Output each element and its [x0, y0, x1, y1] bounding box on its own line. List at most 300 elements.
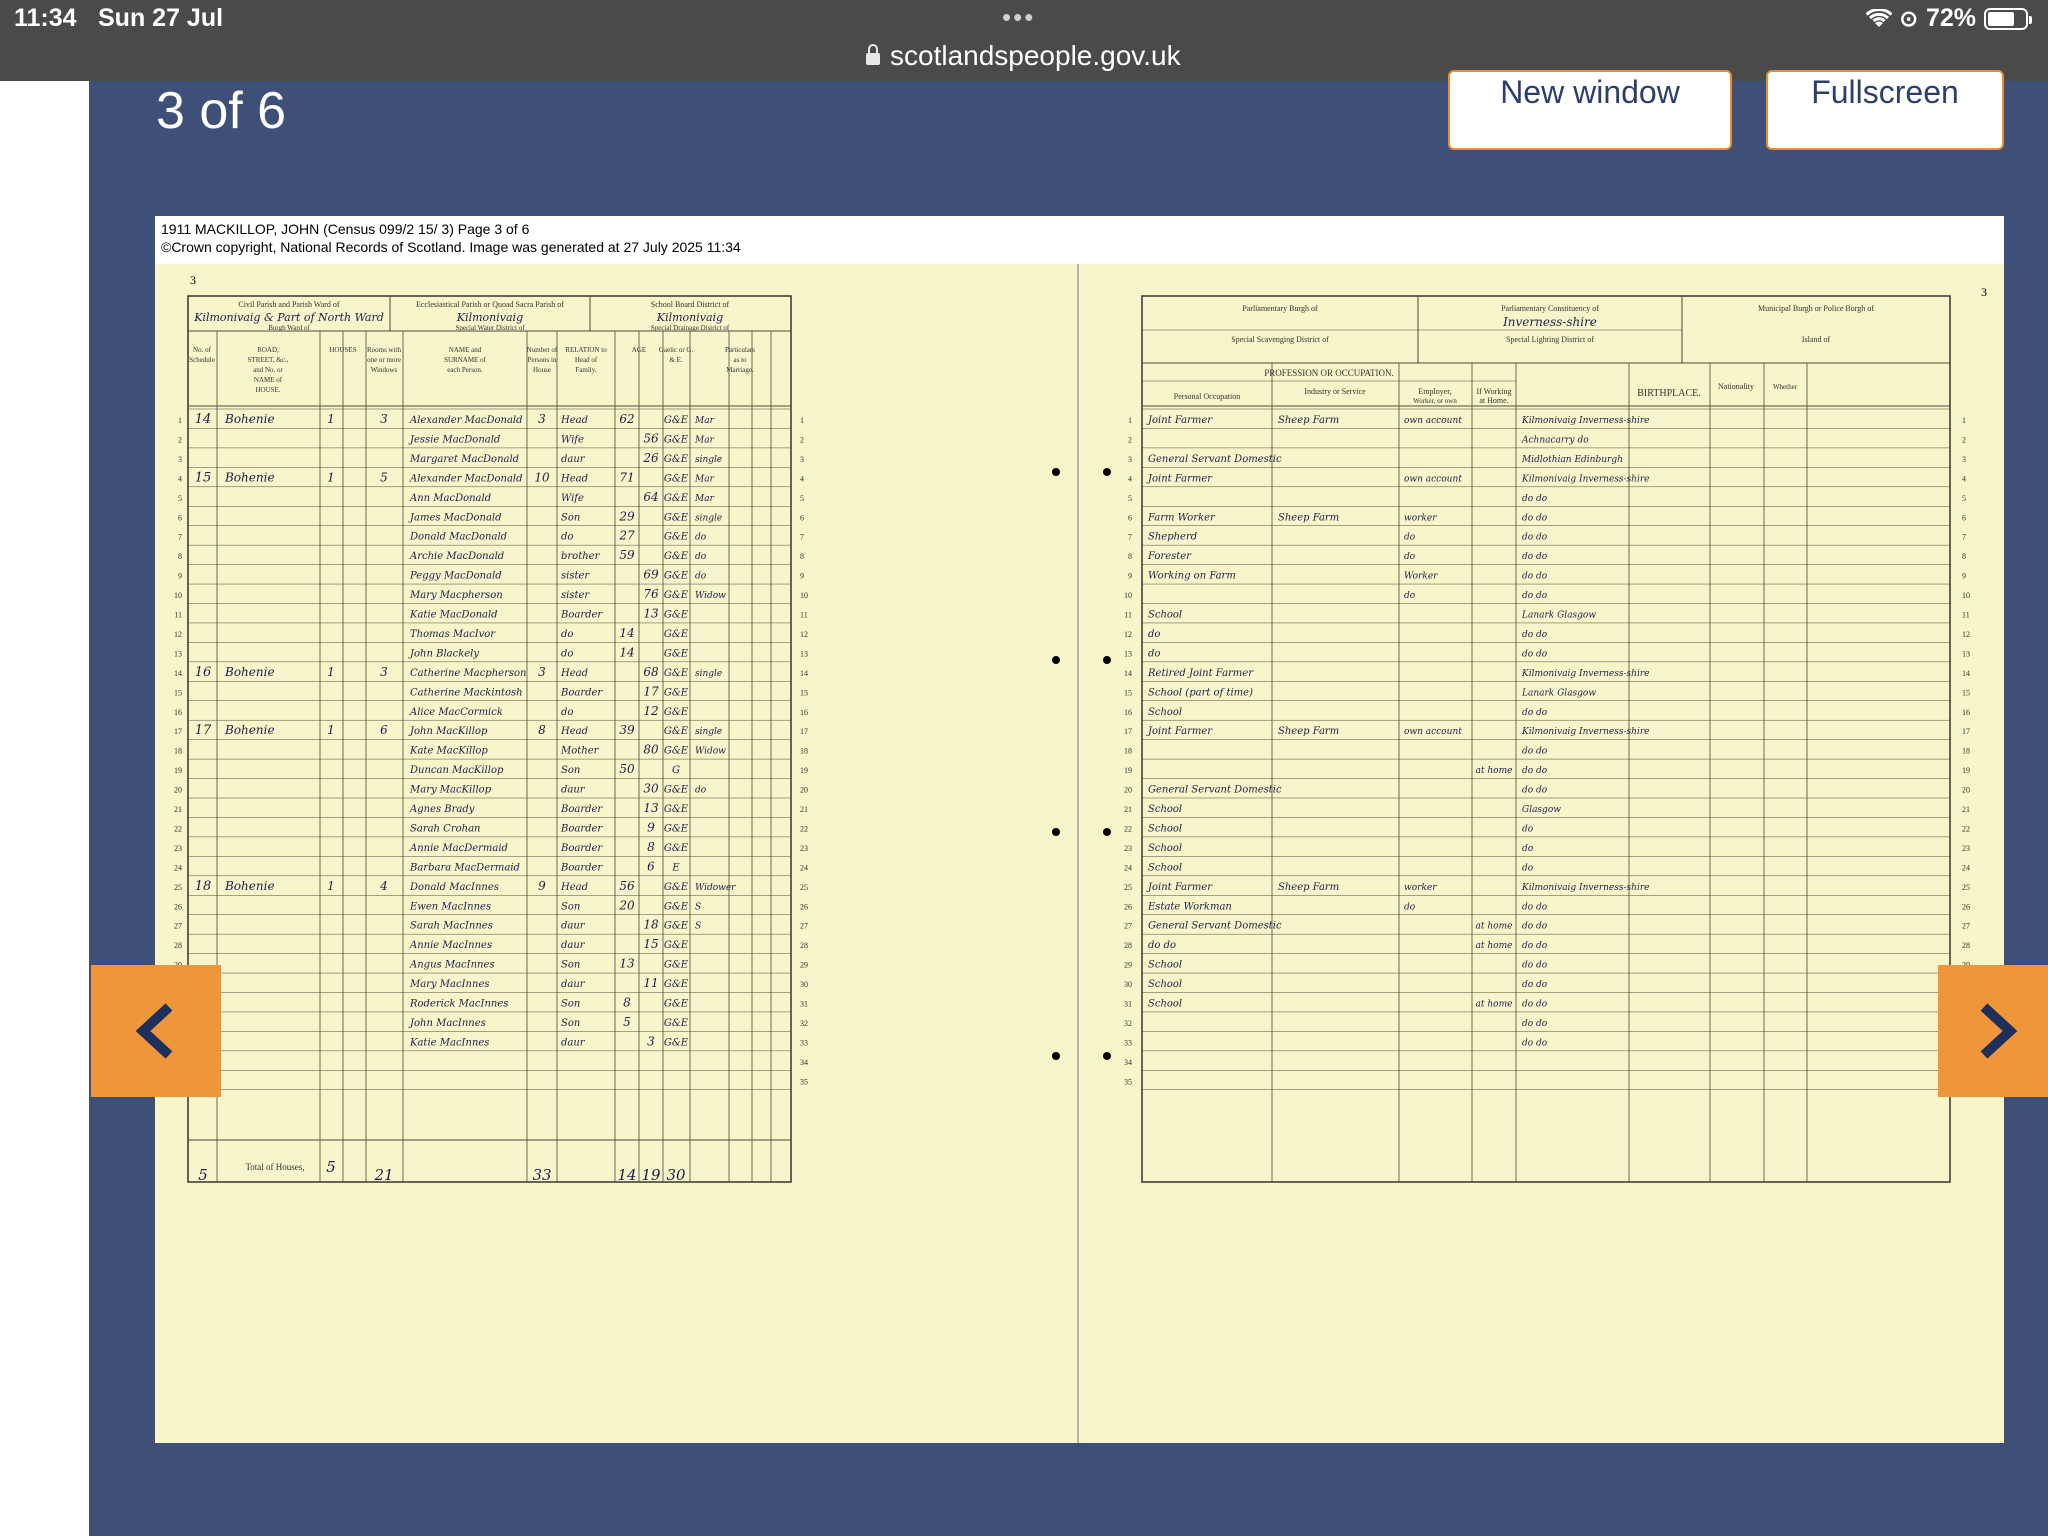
left-column-header: Schedule — [189, 356, 215, 364]
row-number-right: 24 — [800, 863, 808, 873]
birthplace: do do — [1522, 629, 1548, 640]
marriage: Mar — [695, 493, 714, 504]
gaelic: G&E — [663, 667, 689, 679]
water-district-label: Special Water District of — [455, 324, 525, 332]
left-column-header: Windows — [370, 366, 398, 374]
industry: Sheep Farm — [1278, 881, 1340, 893]
left-column-header: ROAD, — [257, 346, 279, 354]
relation: do — [561, 706, 574, 718]
census-image — [155, 216, 2004, 1443]
left-table-border — [188, 296, 791, 1182]
row-number: 3 — [1128, 454, 1132, 464]
working-at-home: at home — [1475, 766, 1513, 777]
persons-in-house: 10 — [534, 470, 550, 485]
industry: Sheep Farm — [1278, 415, 1340, 426]
age-female: 56 — [643, 431, 659, 446]
age-female: 9 — [647, 820, 655, 835]
occupation: School — [1148, 609, 1183, 621]
row-number-right: 11 — [1962, 610, 1970, 620]
occupation: Shepherd — [1148, 531, 1198, 543]
chevron-right-icon — [1966, 1001, 2026, 1061]
gaelic: G&E — [663, 940, 689, 952]
row-number-right: 12 — [1962, 629, 1970, 639]
row-number-right: 20 — [800, 785, 808, 795]
left-column-header: NAME and — [448, 346, 482, 354]
left-column-header: Head of — [574, 356, 598, 364]
gaelic: G&E — [663, 1037, 689, 1049]
relation: sister — [561, 570, 590, 582]
row-number-right: 19 — [1962, 766, 1970, 776]
row-number: 12 — [174, 629, 182, 639]
gaelic: G&E — [663, 531, 689, 543]
row-number-right: 33 — [800, 1038, 808, 1048]
age-female: 69 — [643, 567, 659, 582]
birthplace: Kilmonivaig Inverness-shire — [1522, 882, 1650, 893]
relation: Boarder — [561, 842, 603, 854]
row-number: 7 — [1128, 532, 1132, 542]
row-number-right: 13 — [1962, 649, 1970, 659]
battery-percent: 72% — [1925, 4, 1976, 32]
occupation: School — [1148, 804, 1183, 815]
birthplace: Kilmonivaig Inverness-shire — [1522, 474, 1650, 485]
gaelic: G&E — [663, 512, 689, 524]
row-number-right: 18 — [800, 746, 808, 756]
row-number-right: 32 — [800, 1018, 808, 1028]
row-number-right: 9 — [800, 571, 804, 581]
rooms-count: 6 — [380, 723, 388, 738]
row-number: 18 — [1124, 746, 1132, 756]
rooms-count: 3 — [380, 664, 388, 679]
row-number: 33 — [1124, 1038, 1132, 1048]
occupation: Joint Farmer — [1148, 726, 1213, 738]
status-time: 11:34 — [14, 4, 77, 32]
binding-hole — [1052, 828, 1060, 836]
houses-inhabited: 1 — [327, 470, 335, 485]
occupation: School — [1148, 959, 1183, 971]
gaelic: G&E — [663, 979, 689, 991]
marriage: single — [695, 727, 723, 738]
left-column-header: Particulars — [725, 346, 755, 354]
left-column-header: Marriage. — [726, 366, 754, 374]
schedule-number: 14 — [194, 412, 212, 427]
row-number-right: 22 — [1962, 824, 1970, 834]
left-column-header: SURNAME of — [444, 356, 486, 364]
occupation: Farm Worker — [1148, 512, 1215, 524]
marriage: do — [695, 785, 707, 796]
address-bar[interactable] — [866, 40, 1181, 72]
employer-status: do — [1404, 591, 1416, 602]
row-number: 26 — [174, 902, 182, 912]
row-number: 1 — [178, 416, 182, 425]
new-window-button[interactable]: New window — [1448, 70, 1732, 150]
occupation: Forester — [1148, 551, 1191, 563]
marriage: Mar — [695, 435, 714, 446]
gaelic: G&E — [663, 804, 689, 815]
row-number: 20 — [174, 785, 182, 795]
gaelic: G&E — [663, 473, 689, 485]
age-male: 27 — [619, 528, 635, 543]
relation: do — [561, 648, 574, 660]
image-caption — [155, 216, 2004, 264]
left-column-header: HOUSES — [329, 346, 357, 354]
row-number-right: 5 — [1962, 493, 1966, 503]
school-board-label: School Board District of — [650, 300, 730, 309]
row-number: 2 — [1128, 435, 1132, 445]
row-number: 4 — [178, 474, 182, 484]
age-male: 5 — [623, 1014, 631, 1029]
school-board-value: Kilmonivaig — [656, 311, 724, 324]
url-text: scotlandspeople.gov.uk — [890, 40, 1181, 71]
person-name: Alexander MacDonald — [410, 415, 523, 426]
employer-status: worker — [1404, 513, 1437, 524]
constituency-label: Parliamentary Constituency of — [1501, 304, 1599, 313]
birthplace: do — [1522, 863, 1534, 874]
birthplace: do — [1522, 843, 1534, 854]
battery-icon — [1984, 8, 2028, 30]
gaelic: G&E — [663, 842, 689, 854]
row-number-right: 1 — [1962, 416, 1966, 425]
industry: Sheep Farm — [1278, 512, 1340, 524]
relation: daur — [561, 940, 585, 952]
age-female: 76 — [643, 587, 659, 602]
relation: do — [561, 531, 574, 543]
age-female: 8 — [647, 839, 655, 854]
relation: daur — [561, 453, 585, 465]
industry: Sheep Farm — [1278, 726, 1340, 738]
row-number: 13 — [1124, 649, 1132, 659]
row-number-right: 8 — [1962, 552, 1966, 562]
total-houses-label: Total of Houses, — [245, 1162, 305, 1172]
left-column-header: Persons in — [527, 356, 557, 364]
row-number-right: 5 — [800, 493, 804, 503]
person-name: Annie MacInnes — [410, 940, 493, 952]
age-male: 59 — [619, 548, 635, 563]
row-number: 22 — [1124, 824, 1132, 834]
working-at-home: at home — [1475, 941, 1513, 952]
working-at-home: at home — [1475, 999, 1513, 1010]
gaelic: G&E — [663, 959, 689, 971]
row-number-right: 16 — [800, 707, 808, 717]
working-at-home: at home — [1475, 921, 1513, 932]
row-number-right: 7 — [1962, 532, 1966, 542]
gaelic: G&E — [663, 920, 689, 932]
schedule-number: 17 — [194, 723, 212, 739]
ecclesiastical-label: Ecclesiastical Parish or Quoad Sacra Parish of — [416, 300, 564, 309]
occupation: Joint Farmer — [1148, 881, 1213, 893]
person-name: Katie MacInnes — [410, 1037, 490, 1049]
birthplace: do do — [1522, 902, 1548, 913]
total-persons: 33 — [532, 1166, 552, 1184]
marriage: do — [695, 532, 707, 543]
row-number: 25 — [1124, 882, 1132, 892]
person-name: John Blackely — [410, 648, 480, 660]
gaelic: G — [672, 765, 680, 777]
occupation: do — [1148, 648, 1161, 660]
birthplace: do do — [1522, 766, 1548, 777]
row-number-right: 6 — [1962, 513, 1966, 523]
relation: Head — [561, 667, 589, 679]
row-number: 16 — [174, 707, 182, 717]
gaelic: G&E — [663, 726, 689, 738]
relation: Boarder — [561, 862, 603, 874]
age-female: 3 — [647, 1034, 655, 1049]
row-number: 16 — [1124, 707, 1132, 717]
person-name: Jessie MacDonald — [410, 434, 501, 446]
relation: Son — [561, 959, 581, 971]
row-number-right: 34 — [800, 1057, 808, 1067]
row-number-right: 25 — [800, 882, 808, 892]
birthplace: do — [1522, 824, 1534, 835]
lighting-label: Special Lighting District of — [1506, 335, 1594, 344]
col-home: If Working — [1476, 387, 1512, 396]
employer-status: own account — [1404, 727, 1462, 738]
row-number: 12 — [1124, 629, 1132, 639]
occupation: School — [1148, 706, 1183, 718]
person-name: Alice MacCormick — [410, 706, 503, 718]
left-column-header: Rooms with — [366, 346, 402, 354]
gaelic: E — [672, 862, 680, 874]
row-number-right: 12 — [800, 629, 808, 639]
age-female: 80 — [643, 742, 659, 757]
row-number: 11 — [174, 610, 182, 620]
occupation: School — [1148, 823, 1183, 835]
page-number-right: 3 — [1981, 285, 1987, 299]
row-number: 28 — [1124, 941, 1132, 951]
gaelic: G&E — [663, 823, 689, 835]
row-number-right: 19 — [800, 766, 808, 776]
left-column-header: No. of — [193, 346, 211, 354]
houses-inhabited: 1 — [327, 723, 335, 738]
row-number-right: 6 — [800, 513, 804, 523]
person-name: Sarah MacInnes — [410, 920, 493, 932]
row-number-right: 15 — [1962, 688, 1970, 698]
rooms-count: 5 — [380, 470, 388, 485]
employer-status: own account — [1404, 474, 1462, 485]
person-name: Peggy MacDonald — [410, 570, 502, 582]
age-male: 20 — [619, 898, 635, 913]
row-number: 17 — [174, 727, 182, 737]
age-female: 12 — [643, 703, 659, 718]
binding-hole — [1103, 656, 1111, 664]
person-name: Ann MacDonald — [410, 492, 492, 504]
occupation: General Servant Domestic — [1148, 453, 1282, 465]
persons-in-house: 3 — [538, 664, 546, 679]
birthplace: do do — [1522, 493, 1548, 504]
employer-status: do — [1404, 552, 1416, 563]
row-number: 17 — [1124, 727, 1132, 737]
row-number: 6 — [1128, 513, 1132, 523]
age-female: 6 — [647, 859, 655, 874]
birthplace: do do — [1522, 1038, 1548, 1049]
row-number-right: 16 — [1962, 707, 1970, 717]
lock-icon — [866, 53, 880, 65]
profession-heading: PROFESSION OR OCCUPATION. — [1264, 368, 1394, 378]
caption-copyright: ©Crown copyright, National Records of Scotland. Image was generated at 27 July 2025 11:34 — [161, 239, 741, 255]
marriage: do — [695, 571, 707, 582]
binding-hole — [1052, 656, 1060, 664]
row-number: 5 — [1128, 493, 1132, 503]
row-number: 21 — [174, 805, 182, 814]
row-number: 34 — [1124, 1057, 1132, 1067]
person-name: Annie MacDermaid — [410, 842, 508, 854]
right-table-border — [1142, 296, 1950, 1182]
relation: Son — [561, 998, 581, 1010]
chevron-left-icon — [127, 1001, 187, 1061]
row-number-right: 14 — [800, 668, 808, 678]
gaelic: G&E — [663, 1017, 689, 1029]
age-male: 14 — [619, 645, 635, 660]
row-number: 32 — [1124, 1018, 1132, 1028]
next-page-button[interactable] — [1938, 965, 2048, 1097]
row-number: 23 — [1124, 843, 1132, 853]
row-number: 22 — [174, 824, 182, 834]
row-number: 27 — [1124, 921, 1132, 931]
census-right-page — [1082, 264, 2004, 1443]
occupation: General Servant Domestic — [1148, 920, 1282, 932]
row-number-right: 31 — [800, 999, 808, 1009]
house-name: Bohenie — [225, 412, 275, 426]
relation: Wife — [561, 434, 584, 446]
marriage: Mar — [695, 416, 714, 426]
scavenging-label: Special Scavenging District of — [1231, 335, 1329, 344]
houses-inhabited: 1 — [327, 412, 335, 426]
row-number: 18 — [174, 746, 182, 756]
age-female: 13 — [643, 606, 659, 621]
marriage: single — [695, 454, 723, 465]
row-number: 4 — [1128, 474, 1132, 484]
row-number-right: 29 — [800, 960, 808, 970]
marriage: Mar — [695, 474, 714, 485]
binding-hole — [1103, 468, 1111, 476]
employer-status: own account — [1404, 416, 1462, 426]
constituency-value: Inverness-shire — [1503, 315, 1597, 329]
wifi-icon — [1866, 9, 1892, 29]
island-label: Island of — [1801, 335, 1831, 344]
marriage: S — [695, 902, 702, 913]
row-number-right: 4 — [1962, 474, 1966, 484]
birthplace: do do — [1522, 707, 1548, 718]
row-number: 3 — [178, 454, 182, 464]
left-page-grid — [155, 264, 1077, 1443]
fullscreen-button[interactable]: Fullscreen — [1766, 70, 2004, 150]
row-number-right: 7 — [800, 532, 804, 542]
birthplace: do do — [1522, 980, 1548, 991]
gaelic: G&E — [663, 453, 689, 465]
relation: Boarder — [561, 804, 603, 815]
row-number: 7 — [178, 532, 182, 542]
row-number-right: 10 — [800, 591, 808, 601]
row-number-right: 18 — [1962, 746, 1970, 756]
left-column-header: HOUSE. — [255, 386, 281, 394]
houses-inhabited: 1 — [327, 878, 335, 893]
left-column-header: as to — [733, 356, 747, 364]
relation: brother — [561, 551, 600, 563]
age-male: 8 — [623, 995, 631, 1010]
row-number-right: 3 — [800, 454, 804, 464]
row-number: 10 — [1124, 591, 1132, 601]
person-name: James MacDonald — [410, 512, 502, 524]
row-number-right: 35 — [800, 1077, 808, 1087]
left-column-header: STREET, &c., — [247, 356, 289, 364]
row-number-right: 2 — [800, 435, 804, 445]
col-employer: Worker, or own — [1413, 397, 1457, 405]
binding-hole — [1103, 1052, 1111, 1060]
row-number: 30 — [1124, 980, 1132, 990]
house-name: Bohenie — [225, 878, 275, 893]
row-number: 15 — [174, 688, 182, 698]
person-name: Sarah Crohan — [410, 823, 481, 835]
person-name: Ewen MacInnes — [410, 901, 492, 913]
person-name: Katie MacDonald — [410, 609, 498, 621]
birthplace: do do — [1522, 552, 1548, 563]
birthplace: do do — [1522, 746, 1548, 757]
binding-hole — [1052, 1052, 1060, 1060]
birthplace: do do — [1522, 1018, 1548, 1029]
census-pages — [155, 264, 2004, 1443]
relation: Boarder — [561, 687, 603, 699]
schedule-number: 16 — [194, 664, 212, 680]
row-number: 19 — [1124, 766, 1132, 776]
col-home: at Home. — [1479, 396, 1509, 405]
relation: Head — [561, 415, 589, 426]
gaelic: G&E — [663, 551, 689, 563]
row-number-right: 21 — [800, 805, 808, 814]
relation: Head — [561, 726, 589, 738]
age-male: 62 — [619, 412, 635, 426]
rooms-count: 3 — [380, 412, 388, 426]
row-number: 21 — [1124, 805, 1132, 814]
birthplace: Lanark Glasgow — [1522, 610, 1597, 621]
birthplace: Glasgow — [1522, 805, 1561, 815]
occupation: Estate Workman — [1148, 901, 1232, 913]
row-number: 2 — [178, 435, 182, 445]
age-male: 50 — [619, 762, 635, 777]
person-name: Roderick MacInnes — [410, 998, 509, 1010]
person-name: Donald MacInnes — [410, 881, 499, 893]
col-infirmity: Whether — [1772, 383, 1798, 391]
employer-status: do — [1404, 532, 1416, 543]
birthplace: do do — [1522, 591, 1548, 602]
birthplace: do do — [1522, 513, 1548, 524]
row-number-right: 3 — [1962, 454, 1966, 464]
row-number-right: 22 — [800, 824, 808, 834]
relation: do — [561, 628, 574, 640]
marriage: single — [695, 668, 723, 679]
row-number-right: 30 — [800, 980, 808, 990]
row-number: 13 — [174, 649, 182, 659]
left-column-header: RELATION to — [565, 346, 607, 354]
total-houses: 5 — [326, 1158, 336, 1176]
row-number-right: 4 — [800, 474, 804, 484]
persons-in-house: 3 — [538, 412, 546, 426]
row-number: 9 — [1128, 571, 1132, 581]
gaelic: G&E — [663, 745, 689, 757]
houses-inhabited: 1 — [327, 664, 335, 679]
gaelic: G&E — [663, 609, 689, 621]
status-bar — [0, 0, 2048, 81]
marriage: single — [695, 513, 723, 524]
left-column-header: Family. — [575, 366, 597, 374]
row-number-right: 10 — [1962, 591, 1970, 601]
birthplace: do do — [1522, 571, 1548, 582]
age-male: 71 — [619, 470, 635, 485]
left-column-header: & E. — [669, 356, 683, 364]
employer-status: worker — [1404, 882, 1437, 893]
more-dots-icon[interactable]: ••• — [1002, 2, 1036, 32]
relation: Head — [561, 881, 589, 893]
relation: Son — [561, 765, 581, 777]
previous-page-button[interactable] — [91, 965, 221, 1097]
